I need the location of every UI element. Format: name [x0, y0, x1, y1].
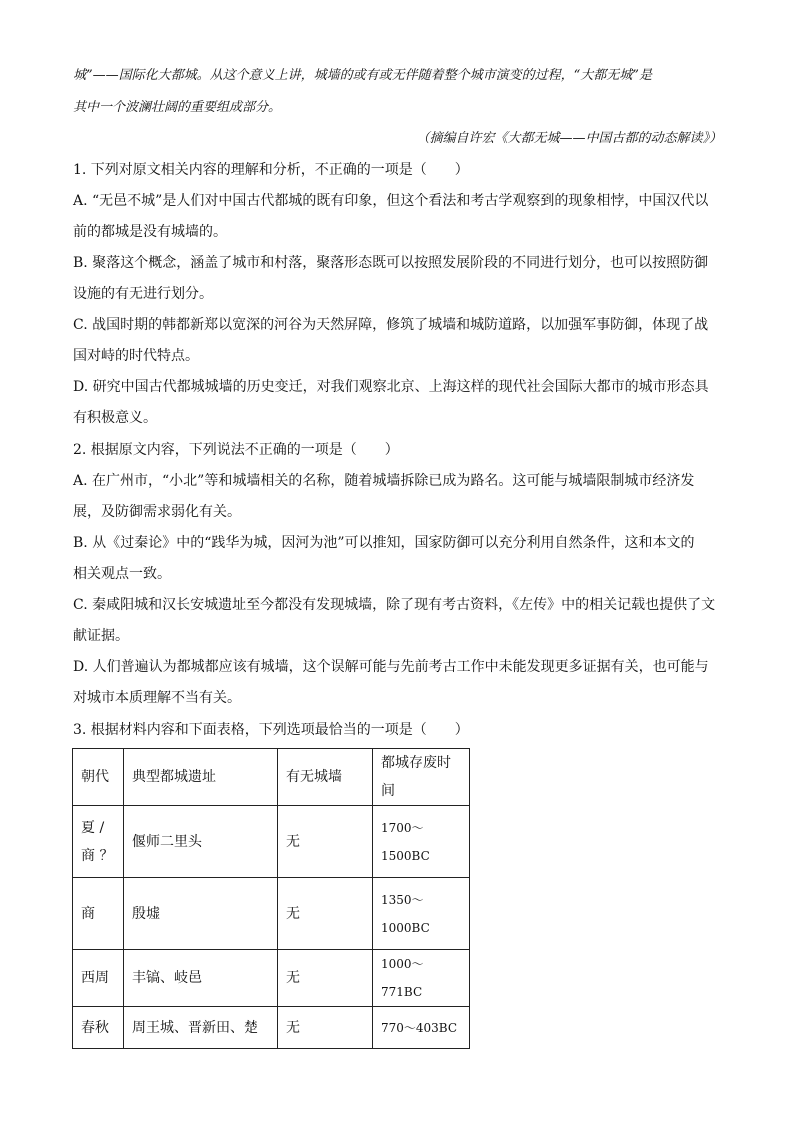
table-header-row [73, 749, 470, 806]
cell-time [373, 806, 470, 878]
table-row [73, 950, 470, 1007]
cell-site: 偃师二里头 [124, 806, 278, 878]
capital-walls-table [72, 748, 470, 1049]
header-wall: 有无城墙 [278, 749, 373, 806]
q2-option-d-line1: D. 人们普遍认为都城都应该有城墙，这个误解可能与先前考古工作中未能发现更多证据有关，也可能与 [73, 659, 709, 675]
q1-option-c-line1: C. 战国时期的韩都新郑以宽深的河谷为天然屏障，修筑了城墙和城防道路，以加强军事防御，体现了战 [73, 317, 709, 333]
cell-dynasty: 商 [73, 878, 124, 950]
q2-option-a-line1: A. 在广州市，“小北”等和城墙相关的名称，随着城墙拆除已成为路名。这可能与城墙限制城市经济发 [73, 473, 695, 489]
cell-time: 1000～771BC [373, 950, 470, 1007]
cell-dynasty [73, 806, 124, 878]
question-1-stem: 1. 下列对原文相关内容的理解和分析，不正确的一项是（ ） [73, 162, 469, 178]
question-2-stem: 2. 根据原文内容，下列说法不正确的一项是（ ） [73, 442, 399, 458]
dynasty-part-1: 夏 / [81, 819, 105, 836]
cell-site: 周王城、晋新田、楚 [124, 1007, 278, 1049]
q1-option-b-line1: B. 聚落这个概念，涵盖了城市和村落，聚落形态既可以按照发展阶段的不同进行划分，也可以按照防御 [73, 255, 709, 271]
q2-option-b-line1: B. 从《过秦论》中的“践华为城，因河为池”可以推知，国家防御可以充分利用自然条件，这和本文的 [73, 535, 695, 551]
q1-option-a-line2: 前的都城是没有城墙的。 [73, 224, 227, 240]
passage-line-2: 其中一个波澜壮阔的重要组成部分。 [73, 100, 282, 115]
time-part-1: 1350～ [381, 892, 424, 907]
cell-wall: 无 [278, 950, 373, 1007]
cell-time: 770～403BC [373, 1007, 470, 1049]
cell-wall: 无 [278, 878, 373, 950]
cell-wall: 无 [278, 806, 373, 878]
table-row [73, 806, 470, 878]
time-part-2: 1000BC [381, 920, 430, 935]
q1-option-c-line2: 国对峙的时代特点。 [73, 348, 199, 364]
passage-source: （摘编自许宏《大都无城——中国古都的动态解读》） [416, 131, 722, 146]
cell-dynasty: 春秋 [73, 1007, 124, 1049]
time-part-2: 1500BC [381, 848, 430, 863]
q1-option-a-line1: A. “无邑不城”是人们对中国古代都城的既有印象，但这个看法和考古学观察到的现象相悖，中国汉代以 [73, 193, 709, 209]
q1-option-d-line2: 有积极意义。 [73, 410, 157, 426]
cell-wall: 无 [278, 1007, 373, 1049]
header-dynasty: 朝代 [73, 749, 124, 806]
dynasty-part-2: 商 ？ [81, 847, 114, 864]
q1-option-b-line2: 设施的有无进行划分。 [73, 286, 213, 302]
passage-line-1: 城”——国际化大都城。从这个意义上讲，城墙的或有或无伴随着整个城市演变的过程，“大都无城”是 [73, 68, 652, 83]
header-site: 典型都城遗址 [124, 749, 278, 806]
cell-dynasty: 西周 [73, 950, 124, 1007]
table-row [73, 878, 470, 950]
q1-option-d-line1: D. 研究中国古代都城城墙的历史变迁，对我们观察北京、上海这样的现代社会国际大都市的城市形态具 [73, 379, 709, 395]
q2-option-a-line2: 展，及防御需求弱化有关。 [73, 504, 241, 520]
q2-option-c-line2: 献证据。 [73, 628, 129, 644]
cell-site: 丰镐、岐邑 [124, 950, 278, 1007]
cell-time [373, 878, 470, 950]
q2-option-c-line1: C. 秦咸阳城和汉长安城遗址至今都没有发现城墙，除了现有考古资料，《左传》中的相关记载也提供了文 [73, 597, 716, 613]
header-time: 都城存废时间 [373, 749, 470, 806]
q2-option-d-line2: 对城市本质理解不当有关。 [73, 690, 241, 706]
time-part-1: 1700～ [381, 820, 424, 835]
table-row [73, 1007, 470, 1049]
q2-option-b-line2: 相关观点一致。 [73, 566, 171, 582]
question-3-stem: 3. 根据材料内容和下面表格，下列选项最恰当的一项是（ ） [73, 722, 469, 738]
cell-site: 殷墟 [124, 878, 278, 950]
